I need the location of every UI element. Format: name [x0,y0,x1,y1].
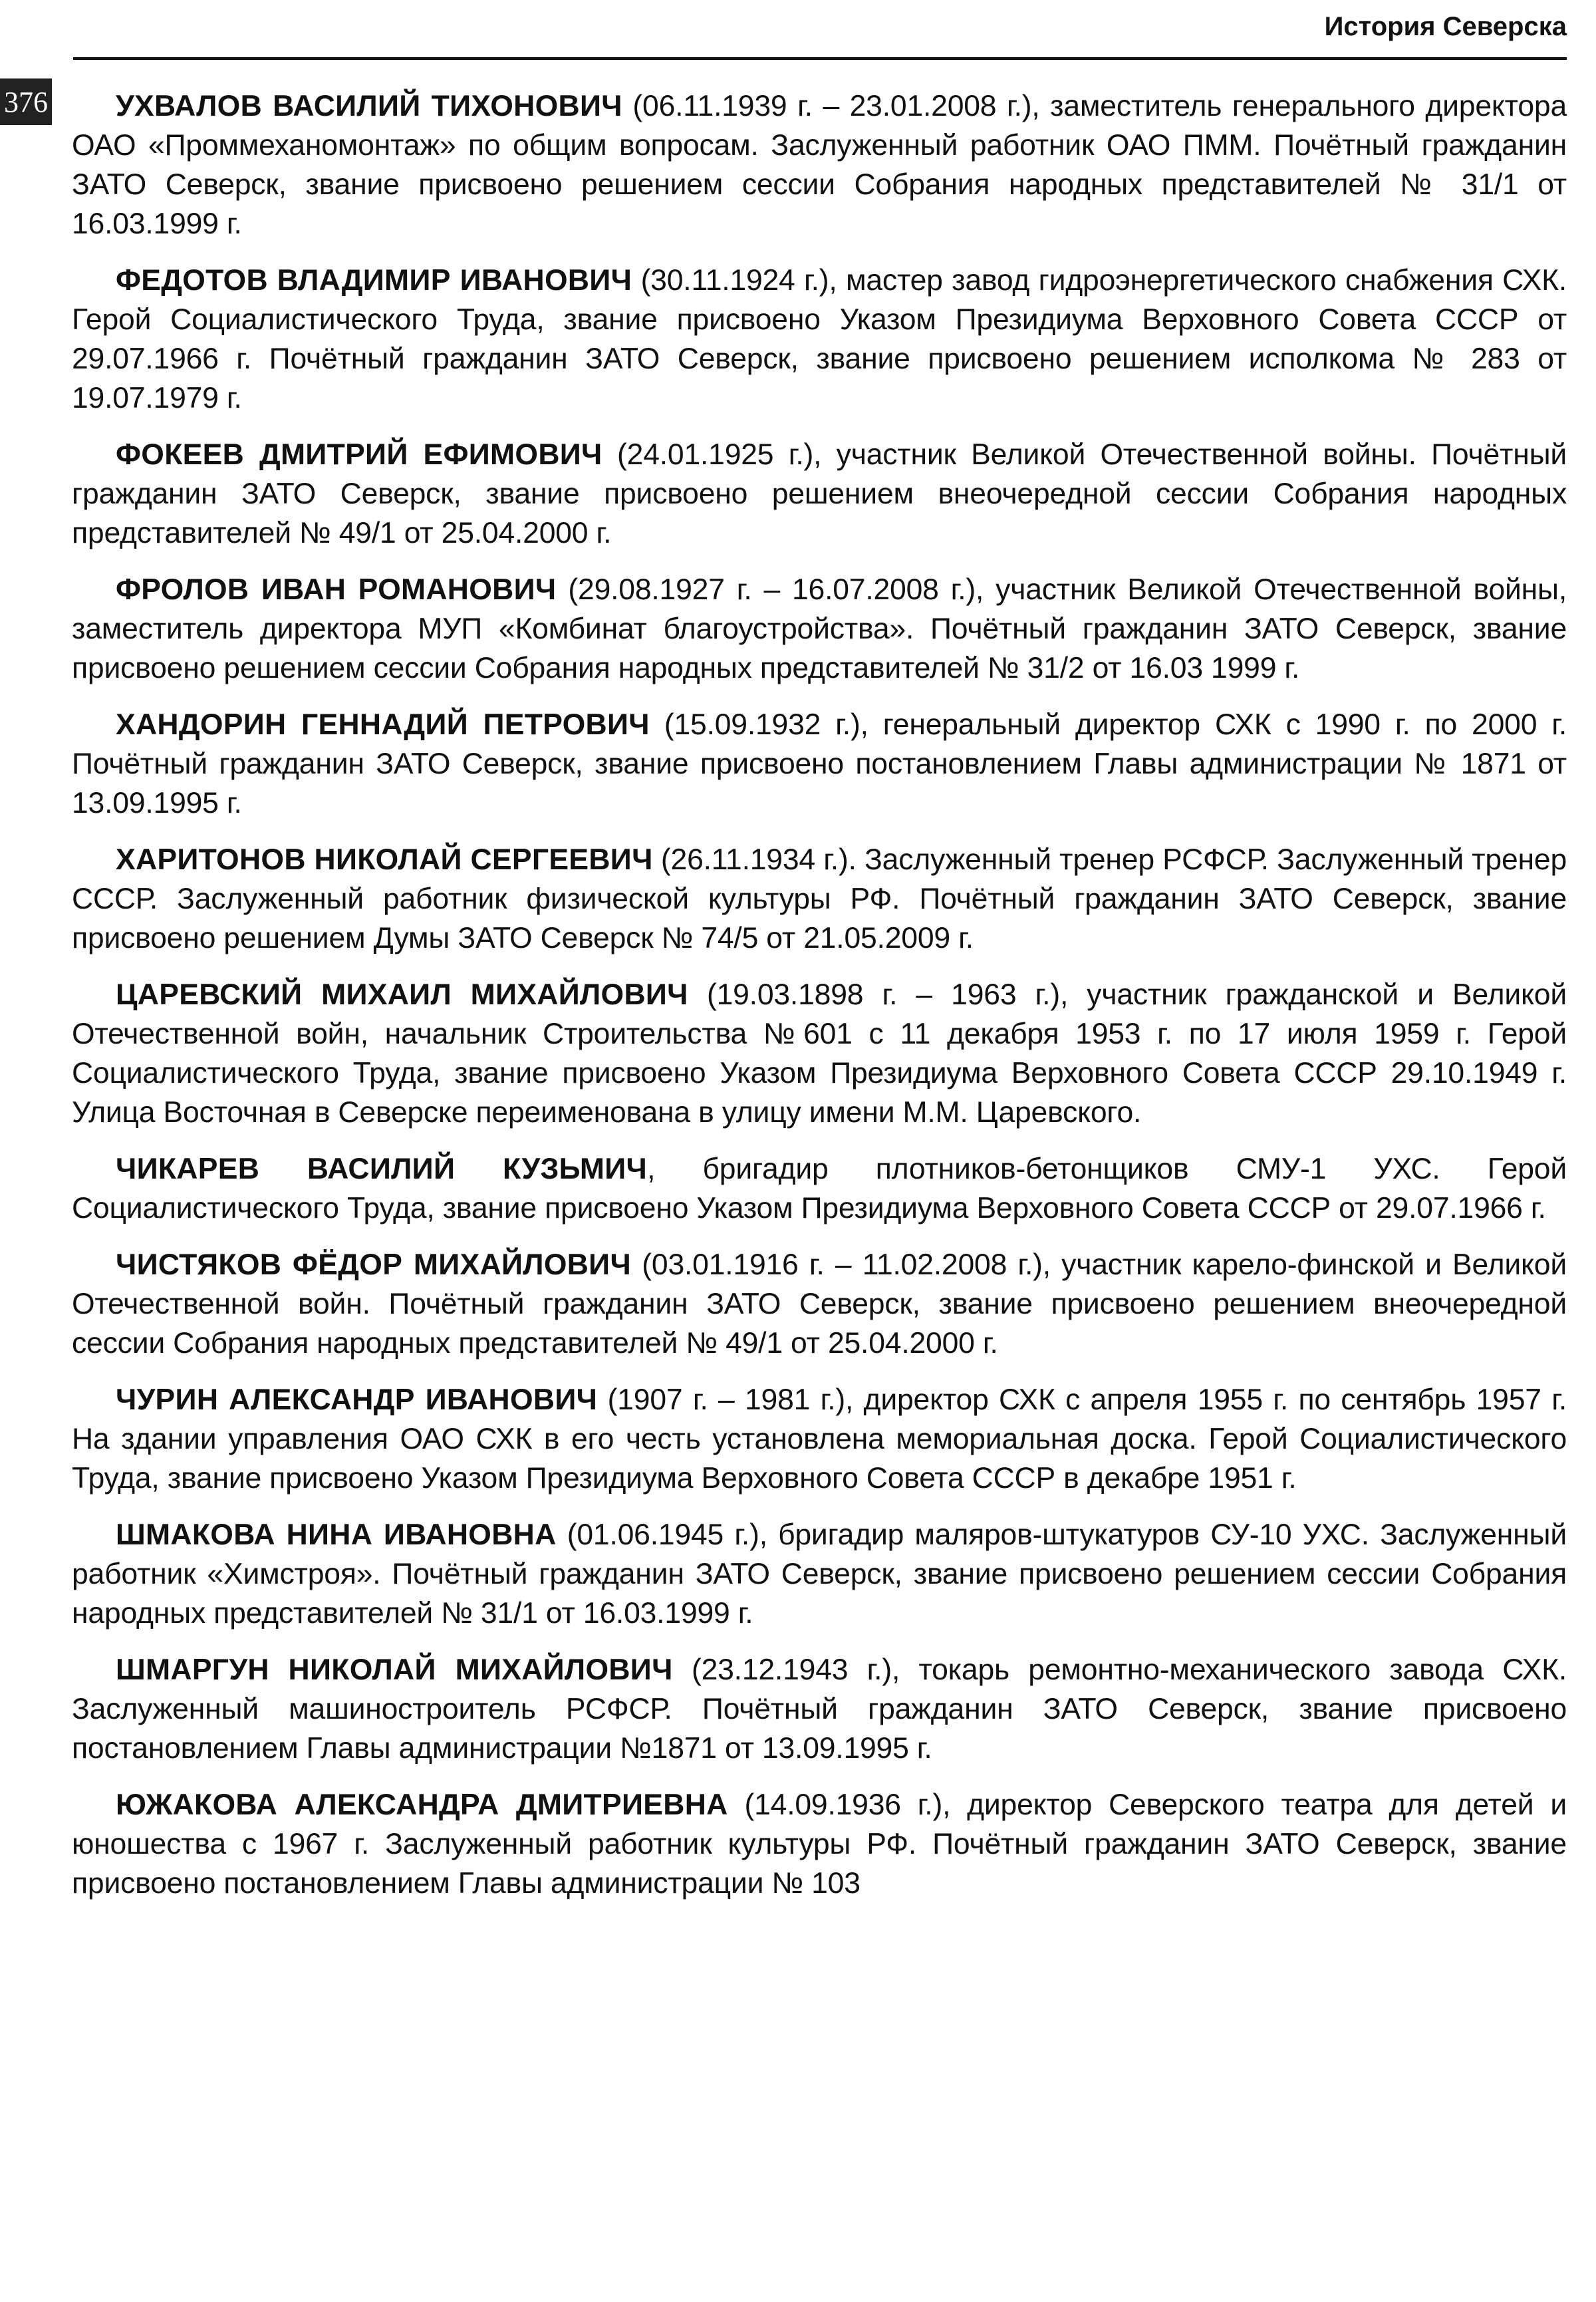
entry-text: (06.11.1939 г. – 23.01.2008 г.), заместитель генерального директора ОАО «Проммеханомонтаж» по общим вопросам. Заслуженный работник ОАО ПММ. Почётный гражданин ЗАТО Северск, звание присвоено решением сессии Собрания народных представителей № 31/1 от 16.03.1999 г. [72,90,1567,240]
entry-name: ЮЖАКОВА АЛЕКСАНДРА ДМИТРИЕВНА [116,1789,728,1821]
entry [72,1515,1567,1633]
entry [72,705,1567,823]
entry [72,1650,1567,1768]
entry-name: ШМАКОВА НИНА ИВАНОВНА [116,1518,557,1551]
entry-text: (01.06.1945 г.), бригадир маляров-штукатуров СУ-10 УХС. Заслуженный работник «Химстроя». Почётный гражданин ЗАТО Северск, звание присвоено решением сессии Собрания народных представителей № 31/1 от 16.03.1999 г. [72,1518,1567,1630]
entry [72,435,1567,553]
running-title: История Северска [1324,12,1567,41]
entry-text: (19.03.1898 г. – 1963 г.), участник гражданской и Великой Отечественной войн, начальник Строительства №601 с 11 декабря 1953 г. по 17 июля 1959 г. Герой Социалистического Труда, звание присвоено Указом Президиума Верховного Совета СССР 29.10.1949 г. Улица Восточная в Северске переименована в улицу имени М.М. Царевского. [72,978,1567,1129]
entry-text: (14.09.1936 г.), директор Северского театра для детей и юношества с 1967 г. Заслуженный работник культуры РФ. Почётный гражданин ЗАТО Северск, звание присвоено постановлением Главы администрации № 103 [72,1789,1567,1900]
entry [72,1149,1567,1228]
entry [72,570,1567,688]
entry-name: ЦАРЕВСКИЙ МИХАИЛ МИХАЙЛОВИЧ [116,978,688,1011]
page-number: 376 [0,78,52,125]
entry-text: (24.01.1925 г.), участник Великой Отечественной войны. Почётный гражданин ЗАТО Северск, звание присвоено решением внеочередной сессии Собрания народных представителей № 49/1 от 25.04.2000 г. [72,438,1567,549]
entry-name: УХВАЛОВ ВАСИЛИЙ ТИХОНОВИЧ [116,90,622,122]
entry-text: (23.12.1943 г.), токарь ремонтно-механического завода СХК. Заслуженный машиностроитель РСФСР. Почётный гражданин ЗАТО Северск, звание присвоено постановлением Главы администрации №1871 от 13.09.1995 г. [72,1654,1567,1765]
entry-text: , бригадир плотников-бетонщиков СМУ-1 УХС. Герой Социалистического Труда, звание присвоено Указом Президиума Верховного Совета СССР от 29.07.1966 г. [72,1153,1567,1224]
entry-name: ХАНДОРИН ГЕННАДИЙ ПЕТРОВИЧ [116,708,650,741]
entry-name: ХАРИТОНОВ НИКОЛАЙ СЕРГЕЕВИЧ [116,843,653,876]
entry [72,86,1567,243]
entry-name: ШМАРГУН НИКОЛАЙ МИХАЙЛОВИЧ [116,1654,673,1686]
entry [72,261,1567,418]
entry [72,1785,1567,1903]
entry-text: (30.11.1924 г.), мастер завод гидроэнергетического снабжения СХК. Герой Социалистического Труда, звание присвоено Указом Президиума Верховного Совета СССР от 29.07.1966 г. Почётный гражданин ЗАТО Северск, звание присвоено решением исполкома № 283 от 19.07.1979 г. [72,264,1567,414]
entry-text: (15.09.1932 г.), генеральный директор СХК с 1990 г. по 2000 г. Почётный гражданин ЗАТО Северск, звание присвоено постановлением Главы администрации № 1871 от 13.09.1995 г. [72,708,1567,819]
entry-name: ЧИКАРЕВ ВАСИЛИЙ КУЗЬМИЧ [116,1153,648,1185]
entry [72,975,1567,1132]
entry-text: (29.08.1927 г. – 16.07.2008 г.), участник Великой Отечественной войны, заместитель директора МУП «Комбинат благоустройства». Почётный гражданин ЗАТО Северск, звание присвоено решением сессии Собрания народных представителей № 31/2 от 16.03 1999 г. [72,573,1567,684]
entry-text: (26.11.1934 г.). Заслуженный тренер РСФСР. Заслуженный тренер СССР. Заслуженный работник физической культуры РФ. Почётный гражданин ЗАТО Северск, звание присвоено решением Думы ЗАТО Северск № 74/5 от 21.05.2009 г. [72,843,1567,954]
entry [72,840,1567,958]
entry-name: ЧИСТЯКОВ ФЁДОР МИХАЙЛОВИЧ [116,1248,632,1281]
entry-text: (1907 г. – 1981 г.), директор СХК с апреля 1955 г. по сентябрь 1957 г. На здании управления ОАО СХК в его честь установлена мемориальная доска. Герой Социалистического Труда, звание присвоено Указом Президиума Верховного Совета СССР в декабре 1951 г. [72,1383,1567,1495]
header-rule [73,57,1567,60]
entry-name: ФРОЛОВ ИВАН РОМАНОВИЧ [116,573,557,606]
page-content [72,86,1567,1920]
entry-text: (03.01.1916 г. – 11.02.2008 г.), участник карело-финской и Великой Отечественной войн. Почётный гражданин ЗАТО Северск, звание присвоено решением внеочередной сессии Собрания народных представителей № 49/1 от 25.04.2000 г. [72,1248,1567,1360]
entry-name: ФОКЕЕВ ДМИТРИЙ ЕФИМОВИЧ [116,438,602,471]
entry-name: ЧУРИН АЛЕКСАНДР ИВАНОВИЧ [116,1383,598,1416]
entry [72,1245,1567,1363]
entry-name: ФЕДОТОВ ВЛАДИМИР ИВАНОВИЧ [116,264,632,297]
entry [72,1380,1567,1498]
